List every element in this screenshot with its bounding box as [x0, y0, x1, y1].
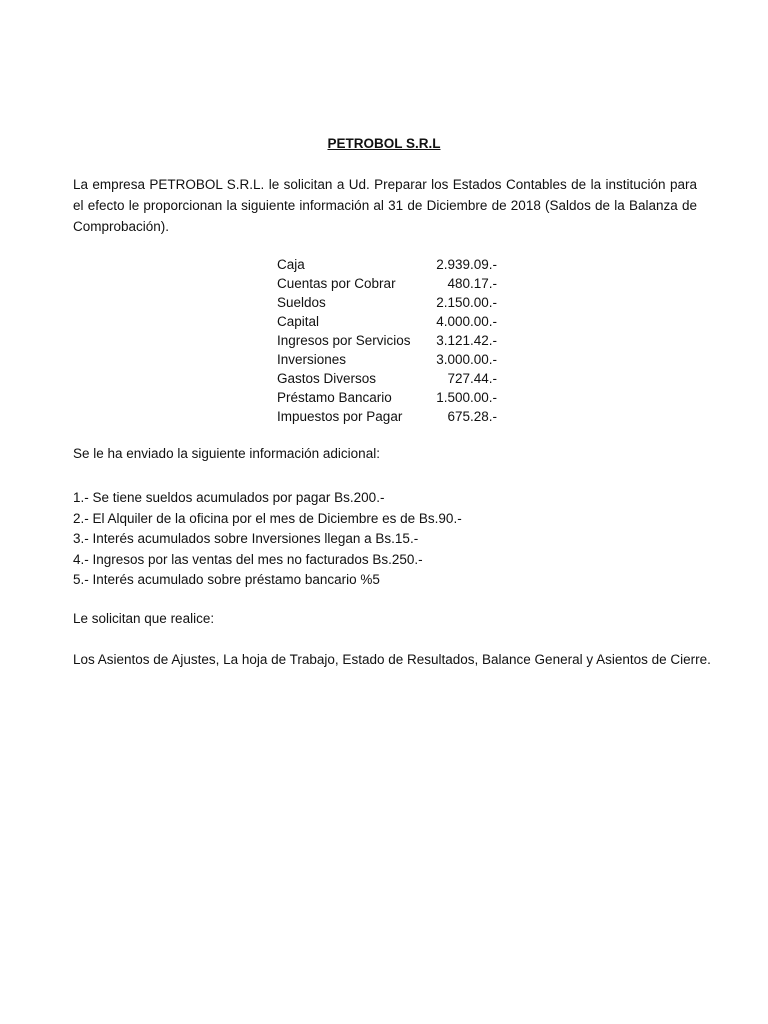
account-name: Gastos Diversos [277, 371, 377, 386]
list-item: 4.- Ingresos por las ventas del mes no facturados Bs.250.- [73, 551, 423, 567]
balance-row [277, 369, 497, 388]
balance-row [277, 312, 497, 331]
account-amount: 1.500.00.- [436, 390, 497, 405]
list-item: 2.- El Alquiler de la oficina por el mes de Diciembre es de Bs.90.- [73, 510, 462, 526]
list-item: 1.- Se tiene sueldos acumulados por pagar Bs.200.- [73, 490, 385, 505]
intro-paragraph: La empresa PETROBOL S.R.L. le solicitan a Ud. Preparar los Estados Contables de la institución para el efecto le proporcionan la siguiente información al 31 de Diciembre de 2018 (Saldos de la Balanza de Comprobación). [73, 177, 697, 234]
balance-row [277, 388, 497, 407]
account-name: Caja [277, 257, 305, 272]
account-name: Ingresos por Servicios [277, 333, 411, 348]
account-name: Inversiones [277, 352, 347, 367]
balance-row [277, 331, 497, 350]
account-name: Sueldos [277, 295, 326, 310]
account-amount: 727.44.- [447, 371, 497, 386]
list-item: 5.- Interés acumulado sobre préstamo bancario %5 [73, 572, 380, 587]
account-name: Impuestos por Pagar [277, 409, 403, 424]
document-title: PETROBOL S.R.L [327, 136, 441, 151]
account-amount: 675.28.- [447, 409, 497, 424]
balance-row [277, 293, 497, 312]
list-item: 3.- Interés acumulados sobre Inversiones llegan a Bs.15.- [73, 531, 419, 546]
account-amount: 3.121.42.- [436, 333, 497, 348]
balance-row [277, 407, 497, 426]
account-amount: 2.150.00.- [436, 295, 497, 310]
account-name: Cuentas por Cobrar [277, 276, 396, 291]
account-name: Capital [277, 314, 320, 329]
balance-row [277, 350, 497, 369]
balance-row [277, 274, 497, 293]
account-amount: 2.939.09.- [436, 257, 497, 272]
account-amount: 3.000.00.- [436, 352, 497, 367]
additional-info-heading: Se le ha enviado la siguiente información adicional: [73, 446, 380, 461]
balance-row [277, 255, 497, 274]
tasks-paragraph: Los Asientos de Ajustes, La hoja de Trabajo, Estado de Resultados, Balance General y Asientos de Cierre. [73, 652, 711, 667]
additional-info-list [73, 488, 462, 591]
account-amount: 480.17.- [447, 276, 497, 291]
account-amount: 4.000.00.- [436, 314, 497, 329]
account-name: Préstamo Bancario [277, 390, 392, 405]
request-heading: Le solicitan que realice: [73, 611, 215, 626]
balances-table [277, 255, 497, 426]
